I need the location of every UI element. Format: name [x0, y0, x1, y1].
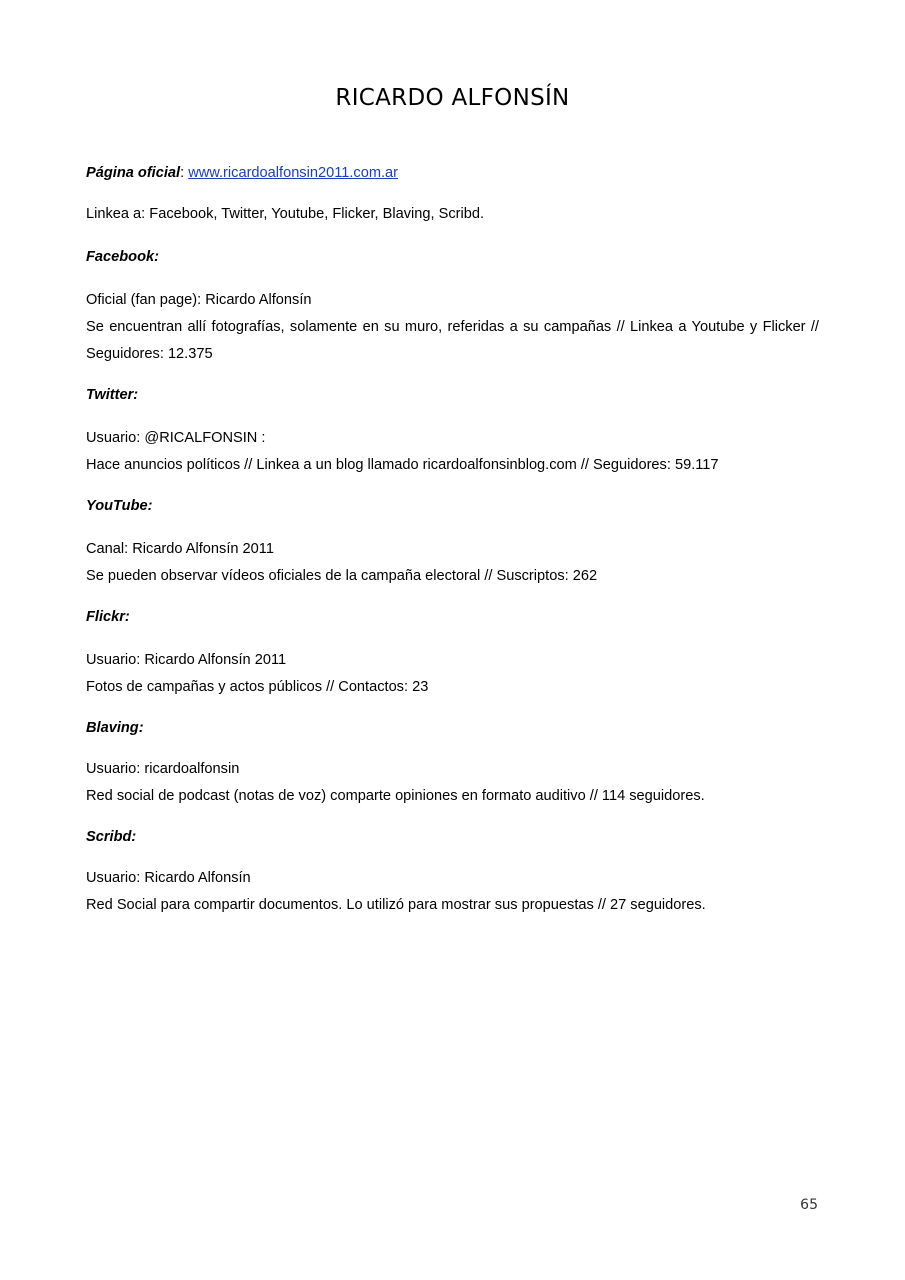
section-line1-flickr: Usuario: Ricardo Alfonsín 2011 [86, 652, 287, 668]
section-blaving [86, 715, 819, 810]
content-body [86, 160, 819, 919]
section-heading-facebook: Facebook: [86, 249, 159, 265]
links-line: Linkea a: Facebook, Twitter, Youtube, Flicker, Blaving, Scribd. [86, 206, 485, 222]
section-heading-youtube: YouTube: [86, 498, 153, 514]
section-youtube [86, 493, 819, 590]
section-line1-scribd: Usuario: Ricardo Alfonsín [86, 870, 251, 886]
official-page-separator: : [180, 165, 189, 181]
section-flickr [86, 604, 819, 701]
official-page-link[interactable]: www.ricardoalfonsin2011.com.ar [188, 165, 399, 181]
section-scribd [86, 824, 819, 919]
page-title: RICARDO ALFONSÍN [335, 85, 570, 111]
page-number: 65 [800, 1197, 818, 1213]
section-heading-flickr: Flickr: [86, 609, 130, 625]
section-line2-blaving: Red social de podcast (notas de voz) comparte opiniones en formato auditivo // 114 seguidores. [86, 788, 705, 804]
section-line2-facebook: Se encuentran allí fotografías, solamente en su muro, referidas a su campañas // Linkea a Youtube y Flicker // Seguidores: 12.375 [86, 319, 819, 362]
official-page-line [86, 160, 819, 187]
section-heading-twitter: Twitter: [86, 387, 139, 403]
section-facebook [86, 244, 819, 368]
section-line2-scribd: Red Social para compartir documentos. Lo utilizó para mostrar sus propuestas // 27 seguidores. [86, 897, 706, 913]
official-page-label: Página oficial [86, 165, 181, 181]
section-line1-facebook: Oficial (fan page): Ricardo Alfonsín [86, 292, 312, 308]
section-heading-scribd: Scribd: [86, 829, 137, 845]
section-line2-youtube: Se pueden observar vídeos oficiales de la campaña electoral // Suscriptos: 262 [86, 568, 598, 584]
section-line1-blaving: Usuario: ricardoalfonsin [86, 761, 240, 777]
section-line2-flickr: Fotos de campañas y actos públicos // Contactos: 23 [86, 679, 429, 695]
section-heading-blaving: Blaving: [86, 720, 144, 736]
section-twitter [86, 382, 819, 479]
section-line1-youtube: Canal: Ricardo Alfonsín 2011 [86, 541, 274, 557]
section-line2-twitter: Hace anuncios políticos // Linkea a un blog llamado ricardoalfonsinblog.com // Seguidores: 59.117 [86, 457, 719, 473]
section-line1-twitter: Usuario: @RICALFONSIN : [86, 430, 266, 446]
